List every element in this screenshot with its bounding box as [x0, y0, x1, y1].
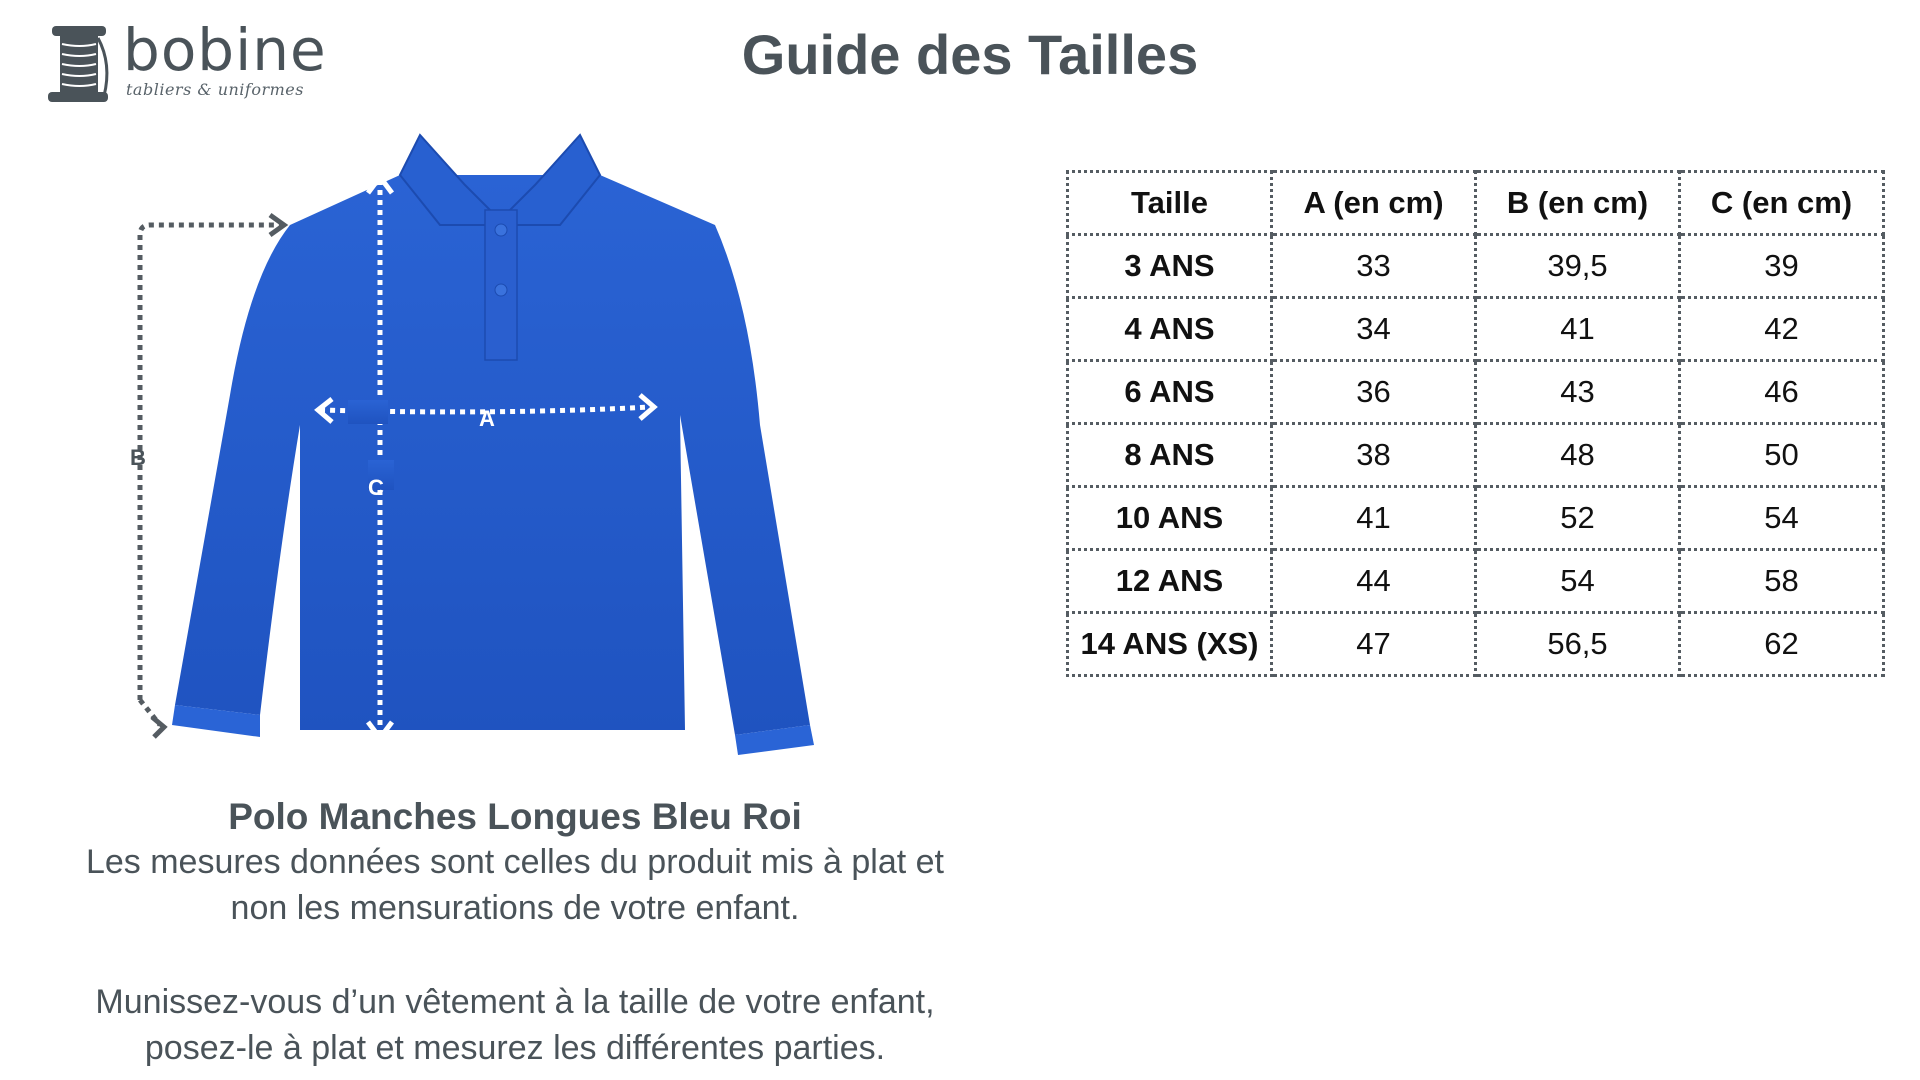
table-row: [1068, 487, 1884, 550]
measure-c-cell: 46: [1680, 361, 1884, 424]
size-cell: 6 ANS: [1068, 361, 1272, 424]
polo-shirt-image: [172, 135, 814, 755]
size-cell: 12 ANS: [1068, 550, 1272, 613]
measure-b-cell: 43: [1476, 361, 1680, 424]
measure-c-cell: 62: [1680, 613, 1884, 676]
page-title: Guide des Tailles: [741, 23, 1199, 86]
table-header-row: [1068, 172, 1884, 235]
caption-line: Munissez-vous d’un vêtement à la taille de votre enfant,: [95, 983, 935, 1021]
caption-line: Les mesures données sont celles du produit mis à plat et: [85, 843, 945, 881]
measure-c-cell: 54: [1680, 487, 1884, 550]
caption-line: non les mensurations de votre enfant.: [230, 889, 800, 927]
measure-a-label: A: [479, 406, 495, 431]
measure-b-cell: 39,5: [1476, 235, 1680, 298]
measure-a-cell: 41: [1272, 487, 1476, 550]
measure-b-cell: 52: [1476, 487, 1680, 550]
measure-a-cell: 36: [1272, 361, 1476, 424]
polo-button: [495, 224, 507, 236]
brand-tagline: tabliers & uniformes: [126, 80, 304, 99]
column-header: B (en cm): [1476, 172, 1680, 235]
measure-a-cell: 34: [1272, 298, 1476, 361]
brand-name: bobine: [123, 16, 327, 84]
garment-diagram: [120, 125, 840, 765]
measure-c-cell: 39: [1680, 235, 1884, 298]
measure-b-cell: 41: [1476, 298, 1680, 361]
measure-b-cell: 56,5: [1476, 613, 1680, 676]
spool-icon: [48, 24, 114, 104]
size-cell: 8 ANS: [1068, 424, 1272, 487]
measure-c-label: C: [368, 475, 384, 500]
size-table: [1066, 170, 1885, 677]
table-row: [1068, 550, 1884, 613]
measure-a-cell: 33: [1272, 235, 1476, 298]
table-row: [1068, 424, 1884, 487]
column-header: A (en cm): [1272, 172, 1476, 235]
product-name: Polo Manches Longues Bleu Roi: [228, 796, 802, 837]
column-header: C (en cm): [1680, 172, 1884, 235]
measure-b-label: B: [130, 445, 146, 470]
measure-a-cell: 47: [1272, 613, 1476, 676]
product-caption: [20, 795, 1010, 1071]
measure-a-cell: 44: [1272, 550, 1476, 613]
brand-logo: [48, 16, 327, 102]
measure-c-cell: 50: [1680, 424, 1884, 487]
table-row: [1068, 298, 1884, 361]
size-cell: 4 ANS: [1068, 298, 1272, 361]
polo-button: [495, 284, 507, 296]
size-cell: 14 ANS (XS): [1068, 613, 1272, 676]
table-row: [1068, 361, 1884, 424]
measure-b-cell: 48: [1476, 424, 1680, 487]
size-cell: 3 ANS: [1068, 235, 1272, 298]
measure-a-cell: 38: [1272, 424, 1476, 487]
size-cell: 10 ANS: [1068, 487, 1272, 550]
table-row: [1068, 613, 1884, 676]
column-header: Taille: [1068, 172, 1272, 235]
measure-b-cell: 54: [1476, 550, 1680, 613]
caption-line: posez-le à plat et mesurez les différentes parties.: [144, 1029, 886, 1067]
measure-c-cell: 42: [1680, 298, 1884, 361]
table-row: [1068, 235, 1884, 298]
measure-c-cell: 58: [1680, 550, 1884, 613]
